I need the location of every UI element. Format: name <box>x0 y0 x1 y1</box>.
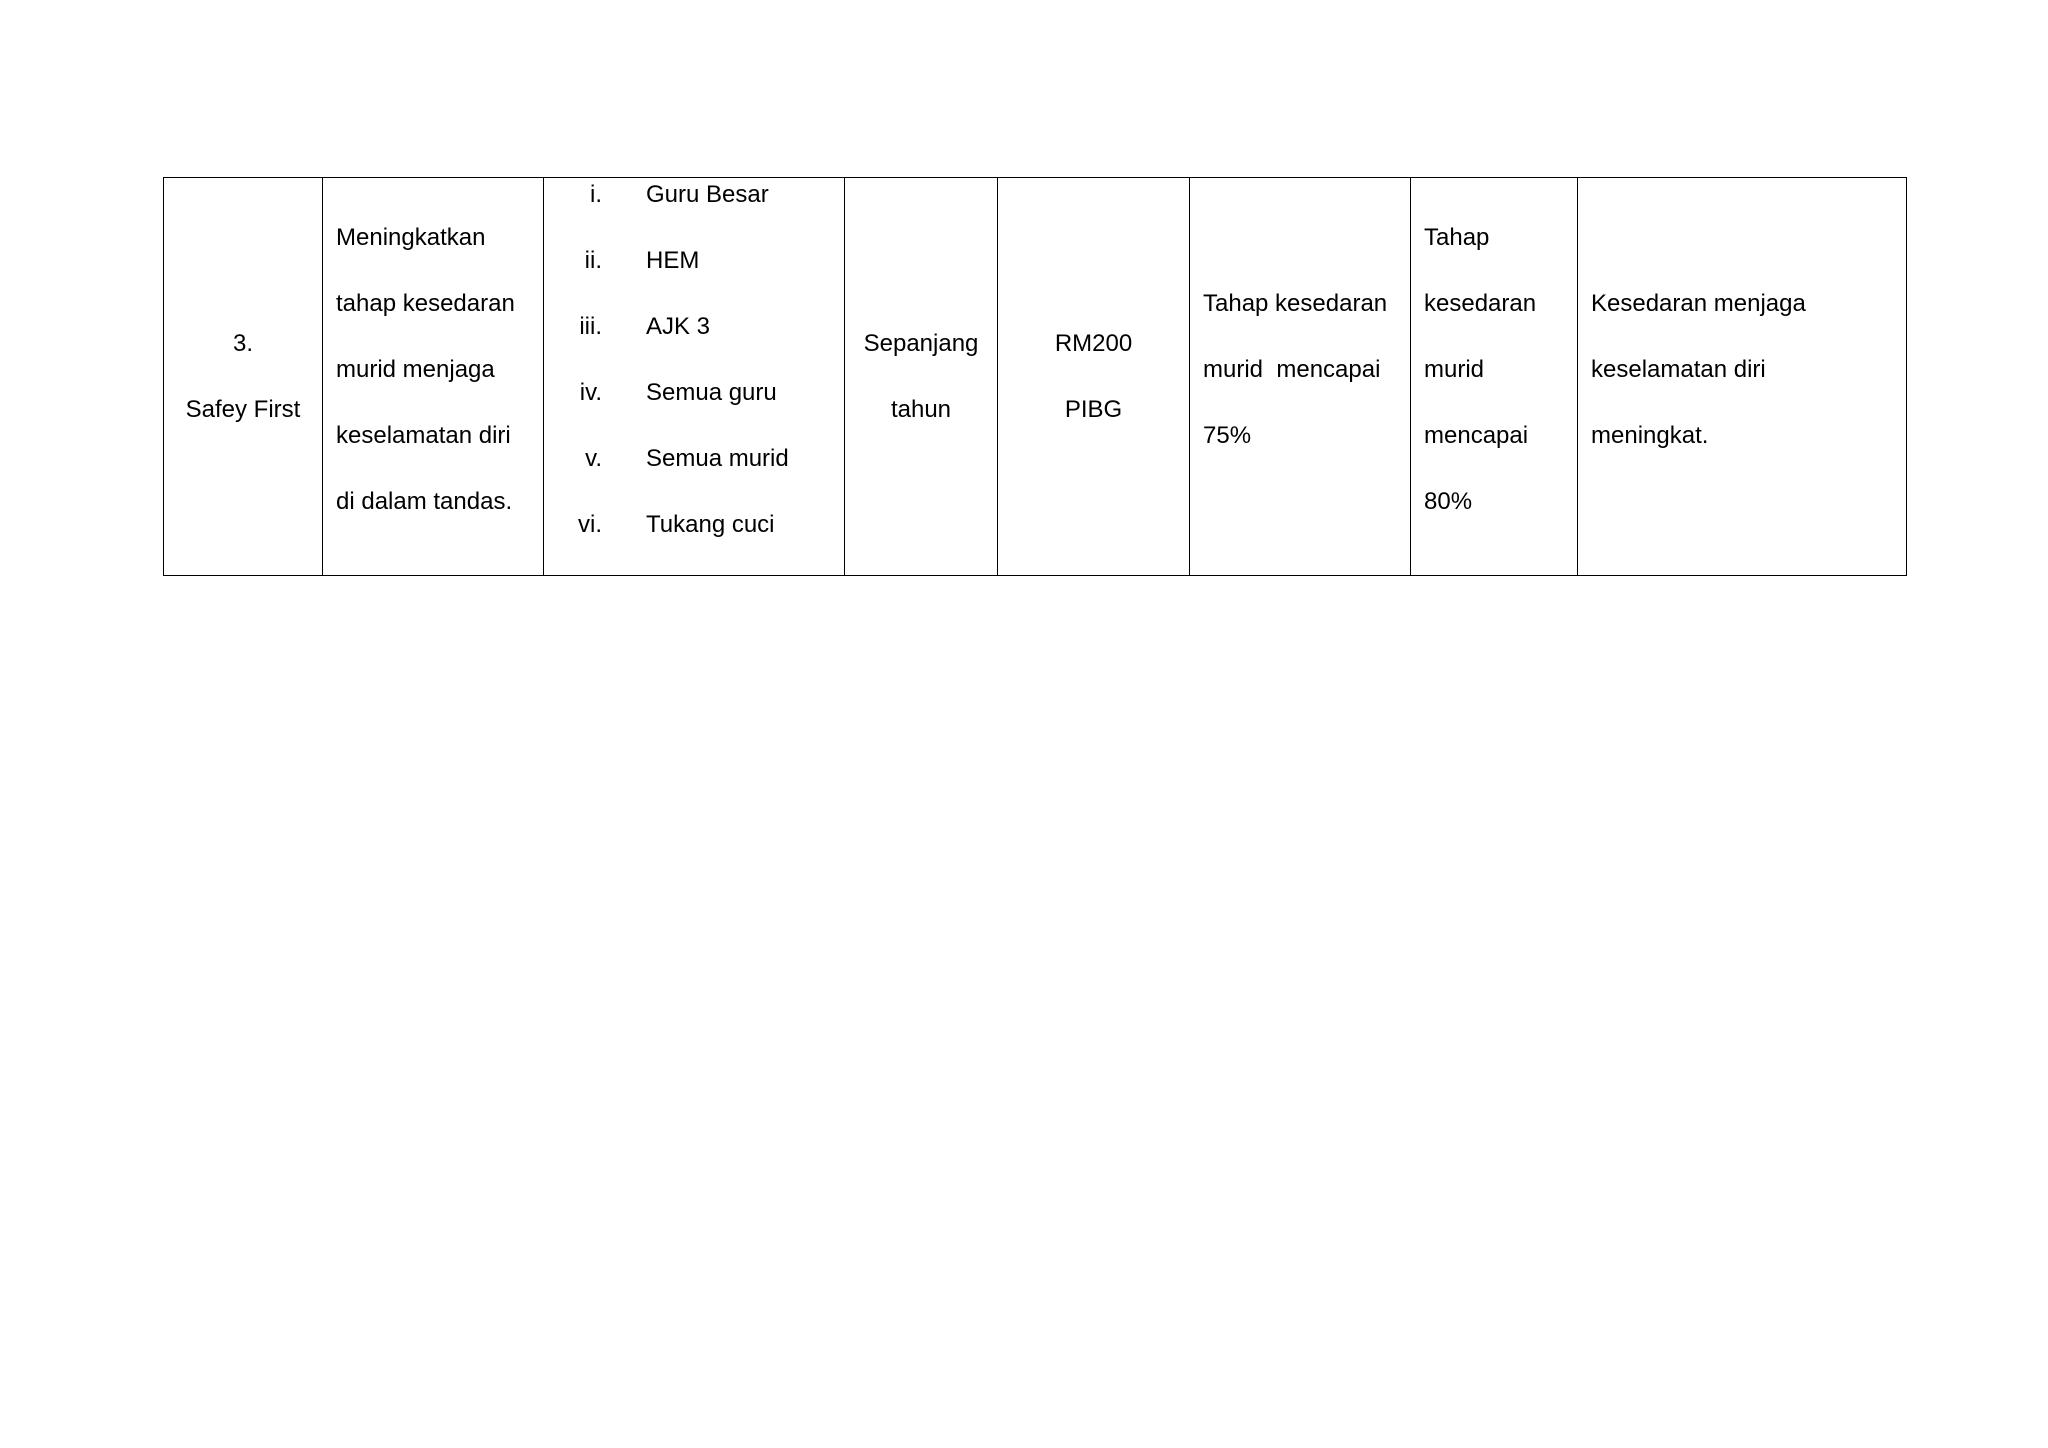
objective-line: di dalam tandas. <box>336 488 513 515</box>
target-line: 75% <box>1203 422 1252 449</box>
cost-source: PIBG <box>1064 395 1123 423</box>
list-item <box>544 162 844 228</box>
responsible-list <box>544 162 844 558</box>
list-text: HEM <box>646 247 700 274</box>
duration-line: Sepanjang <box>863 329 979 357</box>
target-line: Tahap <box>1424 224 1490 251</box>
program-name: Safey First <box>185 395 301 423</box>
list-item <box>544 492 844 558</box>
list-item <box>544 228 844 294</box>
objective-cell <box>323 178 544 576</box>
responsible-cell <box>544 178 845 576</box>
objective-line: tahap kesedaran <box>336 290 515 317</box>
target-line: Tahap kesedaran <box>1203 290 1388 317</box>
target-cell-2 <box>1411 178 1578 576</box>
table-row <box>164 178 1907 576</box>
target-cell <box>1190 178 1411 576</box>
target-line: 80% <box>1424 488 1473 515</box>
list-item <box>544 426 844 492</box>
target-line: murid <box>1424 356 1485 383</box>
row-number: 3. <box>232 329 253 357</box>
list-numeral: iv. <box>579 379 602 406</box>
list-numeral: iii. <box>579 313 602 340</box>
list-text: Guru Besar <box>646 181 769 208</box>
target-line: kesedaran <box>1424 290 1537 317</box>
duration-line: tahun <box>890 395 952 423</box>
list-numeral: vi. <box>578 511 602 538</box>
list-numeral: v. <box>585 445 602 472</box>
objective-line: keselamatan diri <box>336 422 511 449</box>
list-item <box>544 360 844 426</box>
outcome-line: meningkat. <box>1591 422 1709 449</box>
cost-amount: RM200 <box>1054 329 1133 357</box>
objective-line: murid menjaga <box>336 356 495 383</box>
outcome-cell <box>1578 178 1907 576</box>
list-item <box>544 294 844 360</box>
list-text: Semua murid <box>646 445 789 472</box>
outcome-line: Kesedaran menjaga <box>1591 290 1806 317</box>
target-line: mencapai <box>1424 422 1529 449</box>
duration-cell <box>845 178 998 576</box>
program-table <box>163 177 1907 576</box>
cost-cell <box>998 178 1190 576</box>
list-text: Tukang cuci <box>646 511 775 538</box>
list-numeral: i. <box>590 181 602 208</box>
list-numeral: ii. <box>584 247 602 274</box>
program-name-cell <box>164 178 323 576</box>
list-text: AJK 3 <box>646 313 711 340</box>
list-text: Semua guru <box>646 379 777 406</box>
outcome-line: keselamatan diri <box>1591 356 1766 383</box>
target-line: murid mencapai <box>1203 356 1381 383</box>
objective-line: Meningkatkan <box>336 224 486 251</box>
